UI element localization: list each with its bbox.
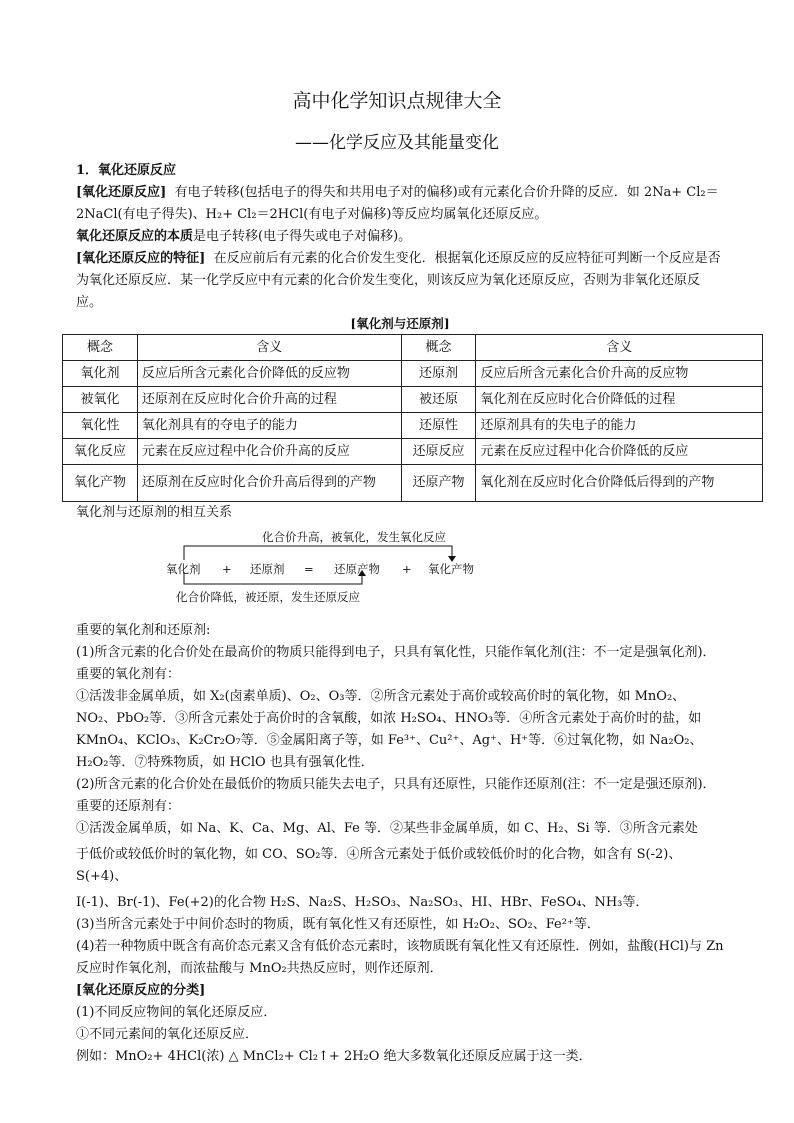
table-header: 概念 bbox=[63, 335, 138, 361]
table-header: 含义 bbox=[137, 335, 401, 361]
feature-paragraph bbox=[76, 248, 724, 314]
paragraph: (1)不同反应物间的氧化还原反应． bbox=[76, 1005, 277, 1020]
paragraph: (3)当所含元素处于中间价态时的物质，既有氧化性又有还原性，如 H₂O₂、SO₂、Fe²⁺等． bbox=[76, 917, 600, 932]
relation-heading: 氧化剂与还原剂的相互关系 bbox=[76, 505, 233, 520]
table-row bbox=[63, 465, 763, 502]
table-cell: 氧化反应 bbox=[63, 439, 138, 465]
paragraph: ①活泼非金属单质，如 X₂(卤素单质)、O₂、O₃等．②所含元素处于高价或较高价时的氧化物，如 MnO₂、NO₂、PbO₂等．③所含元素处于高价时的含氧酸，如浓 H₂SO₄、HNO₃等．④所含元素处于高价时的盐，如 KMnO₄、KClO₃、K₂Cr₂O₇等．⑤金属阳离子等，如 Fe³⁺、Cu²⁺、Ag⁺、H⁺等．⑥过氧化物，如 Na₂O₂、H₂O₂等．⑦特殊物质，如 HClO 也具有强氧化性． bbox=[76, 689, 703, 770]
table-cell: 元素在反应过程中化合价降低的反应 bbox=[476, 439, 763, 465]
table-cell: 氧化产物 bbox=[63, 465, 138, 502]
paragraph: (4)若一种物质中既含有高价态元素又含有低价态元素时，该物质既有氧化性又有还原性．例如，盐酸(HCl)与 Zn 反应时作氧化剂，而浓盐酸与 MnO₂共热反应时，则作还原剂． bbox=[76, 939, 724, 976]
table-header: 概念 bbox=[401, 335, 476, 361]
equals-sign: = bbox=[304, 562, 314, 576]
important-heading: 重要的氧化剂和还原剂: bbox=[76, 623, 211, 638]
table-row bbox=[63, 439, 763, 465]
table-cell: 还原反应 bbox=[401, 439, 476, 465]
table-cell: 还原剂在反应时化合价升高后得到的产物 bbox=[137, 465, 401, 502]
reduction-arrow-label: 化合价降低，被还原，发生还原反应 bbox=[176, 590, 360, 604]
table-cell: 还原剂 bbox=[401, 361, 476, 387]
feature-label: [氧化还原反应的特征] bbox=[76, 251, 206, 266]
paragraph: (1)所含元素的化合价处在最高价的物质只能得到电子，只具有氧化性，只能作氧化剂(注：不一定是强氧化剂)．重要的氧化剂有： bbox=[76, 645, 716, 682]
table-cell: 反应后所含元素化合价升高的反应物 bbox=[476, 361, 763, 387]
table-cell: 还原性 bbox=[401, 413, 476, 439]
classification-heading: [氧化还原反应的分类] bbox=[76, 983, 206, 998]
example-paragraph: 例如：MnO₂+ 4HCl(浓) △ MnCl₂+ Cl₂↑+ 2H₂O 绝大多数氧化还原反应属于这一类． bbox=[76, 1049, 592, 1064]
essence-text: 是电子转移(电子得失或电子对偏移)。 bbox=[193, 229, 412, 244]
plus-sign: + bbox=[402, 562, 412, 576]
table-cell: 氧化性 bbox=[63, 413, 138, 439]
table-cell: 被还原 bbox=[401, 387, 476, 413]
section-heading: 1．氧化还原反应 bbox=[76, 163, 177, 178]
definition-paragraph bbox=[76, 182, 724, 226]
content bbox=[73, 160, 724, 1068]
table-cell: 氧化剂在反应时化合价降低的过程 bbox=[476, 387, 763, 413]
table-cell: 氧化剂 bbox=[63, 361, 138, 387]
table-cell: 氧化剂具有的夺电子的能力 bbox=[137, 413, 401, 439]
definition-text: 有电子转移(包括电子的得失和共用电子对的偏移)或有元素化合价升降的反应．如 2Na+ Cl₂＝2NaCl(有电子得失)、H₂+ Cl₂＝2HCl(有电子对偏移)等反应均属氧化还原反应。 bbox=[76, 185, 719, 222]
paragraph: (2)所含元素的化合价处在最低价的物质只能失去电子，只具有还原性，只能作还原剂(注：不一定是强还原剂)．重要的还原剂有： bbox=[76, 777, 716, 814]
table-cell: 还原产物 bbox=[401, 465, 476, 502]
table-row bbox=[63, 361, 763, 387]
oxidant-label: 氧化剂 bbox=[166, 562, 201, 576]
table-row bbox=[63, 413, 763, 439]
table-cell: 元素在反应过程中化合价升高的反应 bbox=[137, 439, 401, 465]
table-cell: 被氧化 bbox=[63, 387, 138, 413]
reduction-product-label: 还原产物 bbox=[334, 562, 380, 576]
reductant-label: 还原剂 bbox=[250, 562, 285, 576]
essence-paragraph bbox=[76, 226, 724, 248]
feature-text: 在反应前后有元素的化合价发生变化．根据氧化还原反应的反应特征可判断一个反应是否为氧化还原反应．某一化学反应中有元素的化合价发生变化，则该反应为氧化还原反应，否则为非氧化还原反应。 bbox=[76, 251, 721, 310]
table-header: 含义 bbox=[476, 335, 763, 361]
page-subtitle: ——化学反应及其能量变化 bbox=[295, 133, 499, 153]
definitions-table bbox=[62, 334, 763, 502]
relation-diagram bbox=[76, 524, 724, 620]
table-cell: 反应后所含元素化合价降低的反应物 bbox=[137, 361, 401, 387]
table-cell: 还原剂具有的失电子的能力 bbox=[476, 413, 763, 439]
table-row bbox=[63, 387, 763, 413]
table-caption: [氧化剂与还原剂] bbox=[350, 316, 450, 331]
paragraph: ①不同元素间的氧化还原反应． bbox=[76, 1027, 259, 1042]
paragraph: I(-1)、Br(-1)、Fe(+2)的化合物 H₂S、Na₂S、H₂SO₃、Na₂SO₃、HI、HBr、FeSO₄、NH₃等． bbox=[76, 895, 649, 910]
essence-label: 氧化还原反应的本质 bbox=[76, 229, 194, 244]
table-cell: 氧化剂在反应时化合价降低后得到的产物 bbox=[476, 465, 763, 502]
oxidation-product-label: 氧化产物 bbox=[428, 562, 474, 576]
table-cell: 还原剂在反应时化合价升高的过程 bbox=[137, 387, 401, 413]
plus-sign: + bbox=[222, 562, 232, 576]
table-header-row bbox=[63, 335, 763, 361]
paragraph: ①活泼金属单质，如 Na、K、Ca、Mg、Al、Fe 等．②某些非金属单质，如 C、H₂、Si 等．③所含元素处 bbox=[76, 821, 698, 836]
page-title: 高中化学知识点规律大全 bbox=[292, 90, 502, 112]
paragraph: 于低价或较低价时的氧化物，如 CO、SO₂等．④所含元素处于低价或较低价时的化合物，如含有 S(-2)、S(+4)、 bbox=[76, 847, 682, 884]
definition-label: [氧化还原反应] bbox=[76, 185, 167, 200]
oxidation-arrow-label: 化合价升高，被氧化，发生氧化反应 bbox=[262, 530, 446, 544]
